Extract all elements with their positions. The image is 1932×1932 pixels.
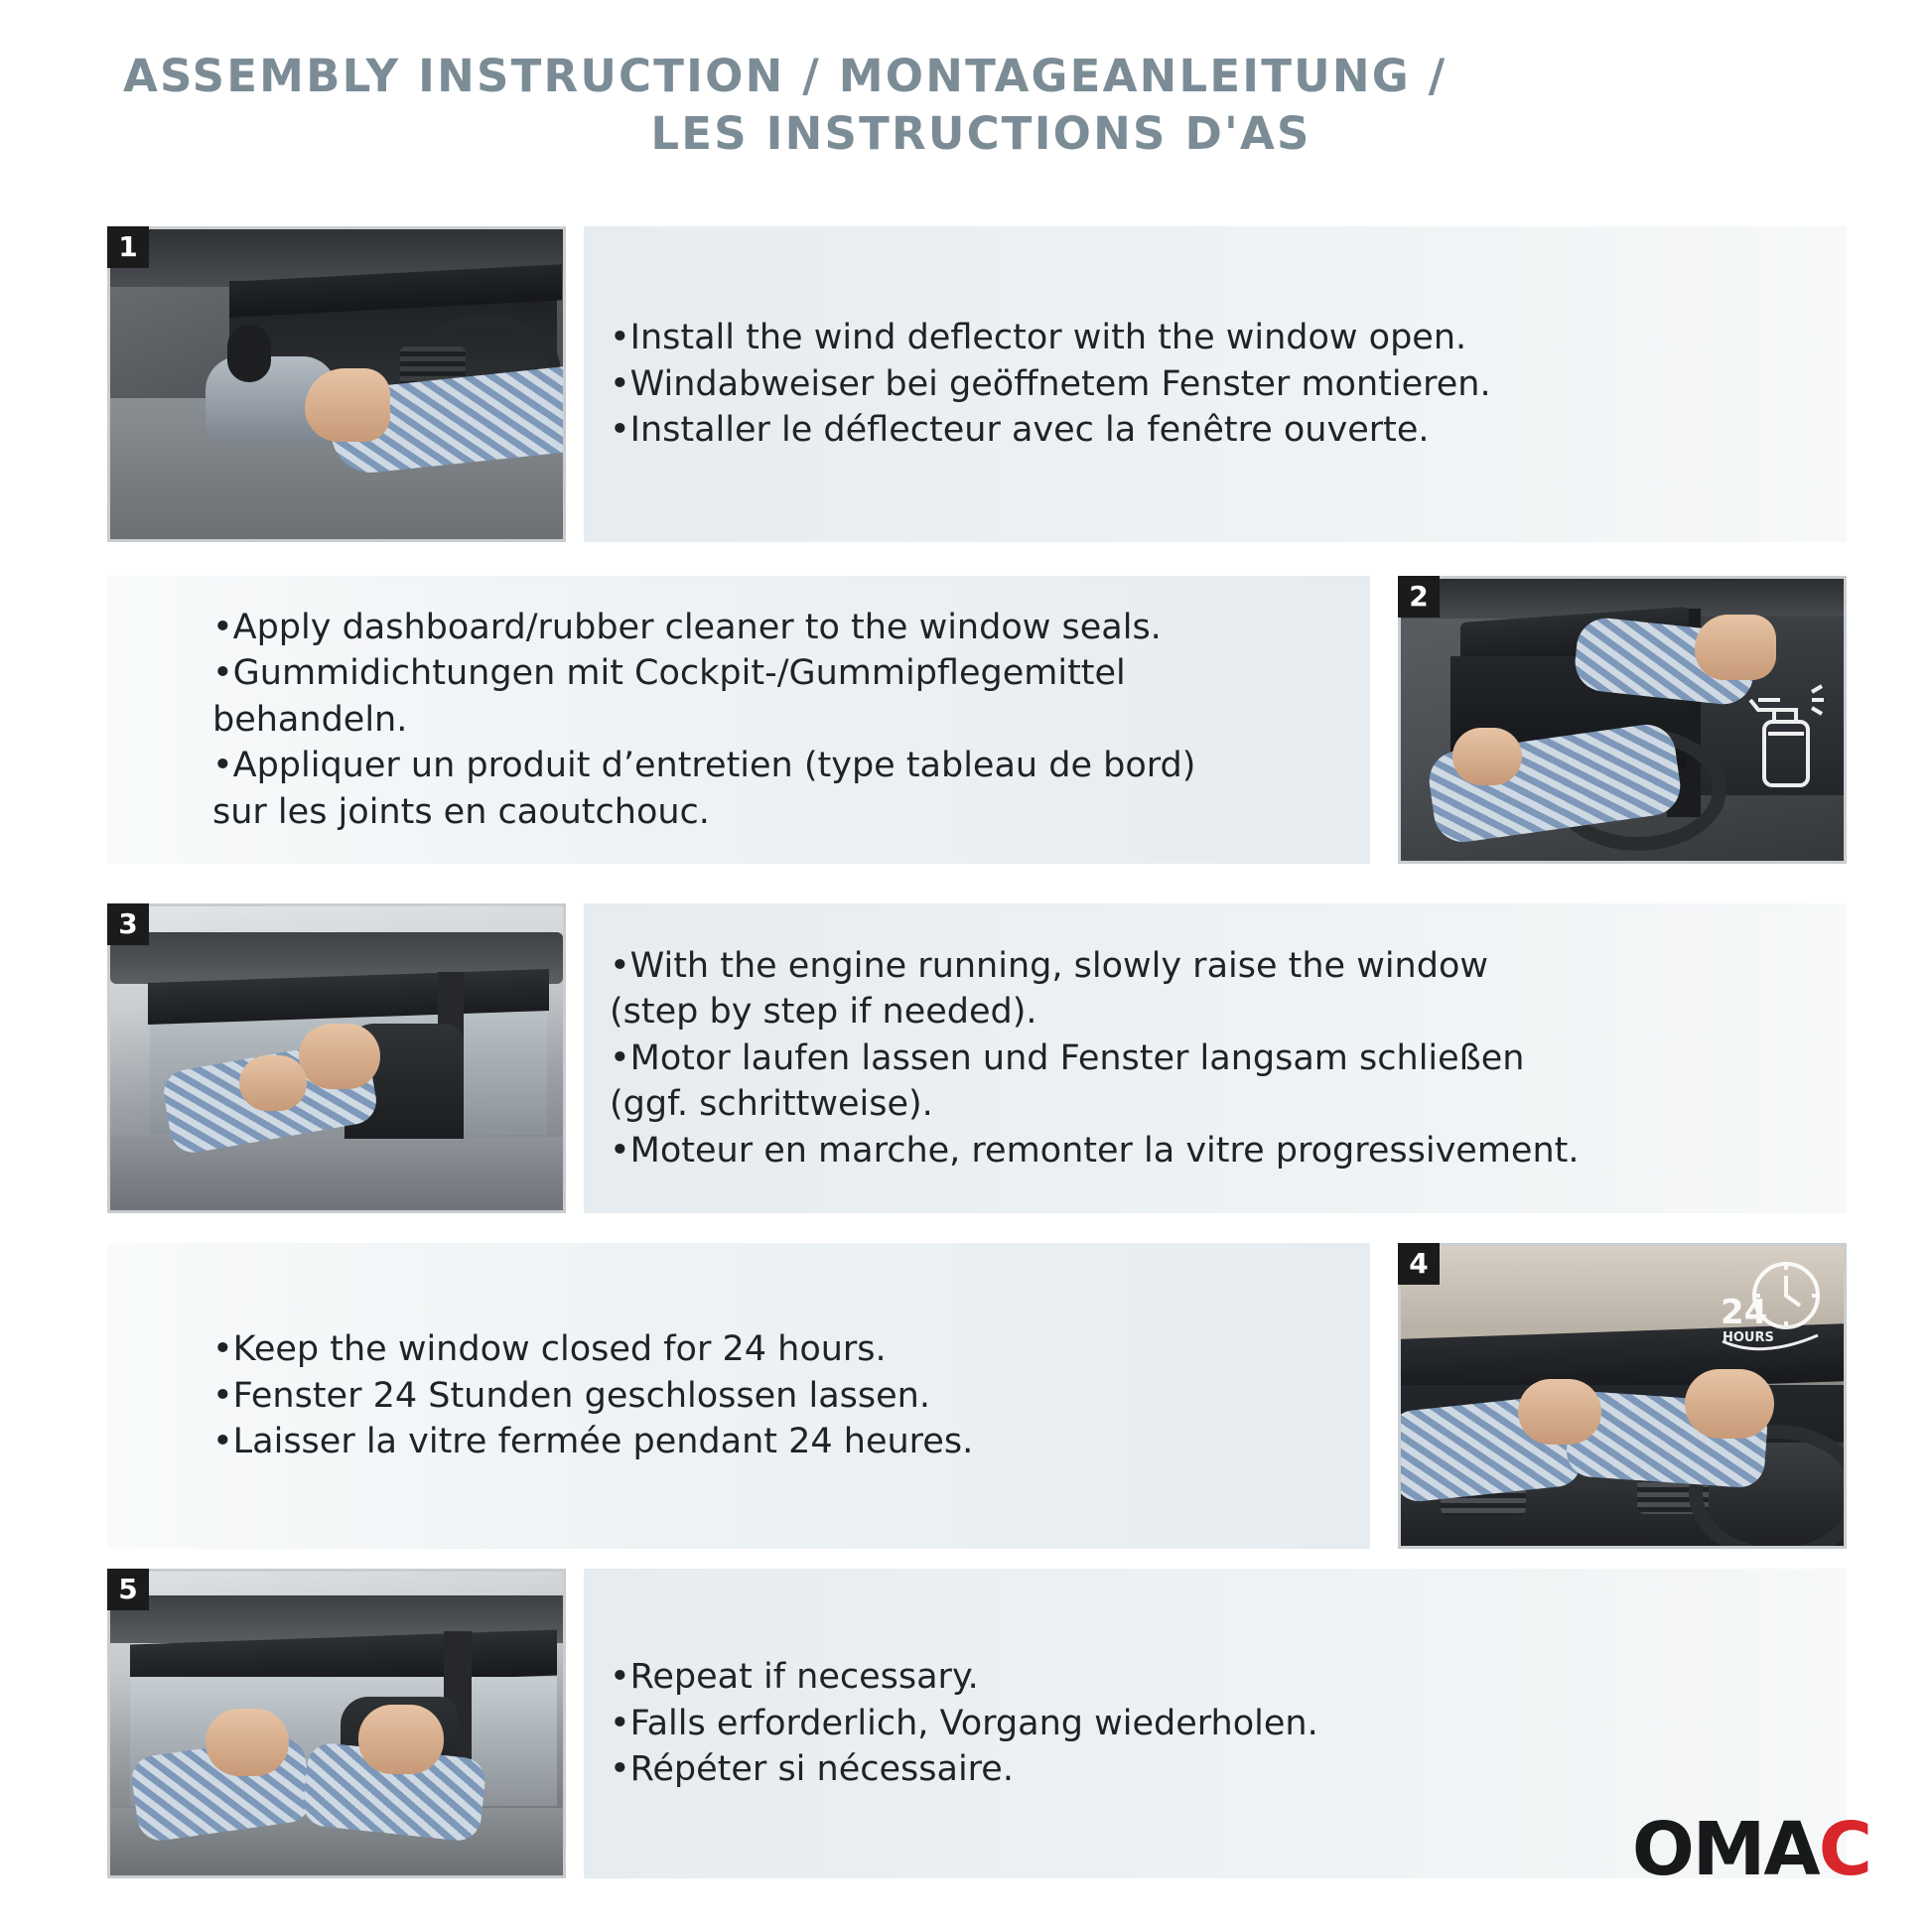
- step-5-line-2: •Falls erforderlich, Vorgang wiederholen.: [610, 1703, 1318, 1743]
- step-2-line-3: behandeln.: [212, 699, 408, 740]
- logo-letter-m: M: [1692, 1807, 1764, 1892]
- step-2-line-4: •Appliquer un produit d’entretien (type tableau de bord): [212, 746, 1196, 786]
- title-line-1: ASSEMBLY INSTRUCTION / MONTAGEANLEITUNG /: [123, 50, 1448, 102]
- step-4-line-3: •Laisser la vitre fermée pendant 24 heures.: [212, 1422, 974, 1462]
- step-2-line-1: •Apply dashboard/rubber cleaner to the window seals.: [212, 607, 1162, 647]
- step-3-line-3: •Motor laufen lassen und Fenster langsam schließen: [610, 1037, 1525, 1078]
- spray-bottle-icon: [1742, 674, 1828, 793]
- title-line-2: LES INSTRUCTIONS D'AS: [650, 106, 1311, 160]
- step-1-line-1: •Install the wind deflector with the window open.: [610, 318, 1467, 358]
- logo-letter-o: O: [1631, 1807, 1693, 1892]
- step-1-line-3: •Installer le déflecteur avec la fenêtre ouverte.: [610, 410, 1430, 451]
- step-4-textbox: [107, 1243, 1370, 1549]
- step-2-line-5: sur les joints en caoutchouc.: [212, 791, 710, 832]
- step-3-line-1: •With the engine running, slowly raise the window: [610, 945, 1488, 986]
- step-3-textbox: [584, 903, 1847, 1213]
- step-3-line-2: (step by step if needed).: [610, 992, 1037, 1033]
- step-5-badge: 5: [107, 1569, 149, 1610]
- logo-letter-c: C: [1818, 1807, 1870, 1892]
- step-3-line-4: (ggf. schrittweise).: [610, 1084, 933, 1125]
- logo-letter-a: A: [1763, 1807, 1819, 1892]
- step-1-line-2: •Windabweiser bei geöffnetem Fenster montieren.: [610, 363, 1491, 404]
- step-3-line-5: •Moteur en marche, remonter la vitre progressivement.: [610, 1130, 1580, 1171]
- svg-text:24: 24: [1721, 1293, 1768, 1332]
- step-3-badge: 3: [107, 903, 149, 945]
- step-4-photo: [1398, 1243, 1847, 1549]
- step-2-photo: [1398, 576, 1847, 864]
- step-2-badge: 2: [1398, 576, 1440, 618]
- step-4-badge: 4: [1398, 1243, 1440, 1285]
- step-2-textbox: [107, 576, 1370, 864]
- svg-text:HOURS: HOURS: [1723, 1330, 1774, 1345]
- step-2-line-2: •Gummidichtungen mit Cockpit-/Gummipflegemittel: [212, 653, 1126, 694]
- step-4-line-1: •Keep the window closed for 24 hours.: [212, 1329, 887, 1370]
- omac-logo: [1631, 1807, 1870, 1892]
- step-5-line-3: •Répéter si nécessaire.: [610, 1749, 1014, 1790]
- step-5-line-1: •Repeat if necessary.: [610, 1657, 979, 1698]
- page-title: [117, 48, 1845, 162]
- 24-hours-clock-icon: [1713, 1256, 1830, 1365]
- step-1-badge: 1: [107, 226, 149, 268]
- step-1-textbox: [584, 226, 1847, 542]
- step-1-photo: [107, 226, 566, 542]
- step-4-line-2: •Fenster 24 Stunden geschlossen lassen.: [212, 1375, 930, 1416]
- step-3-photo: [107, 903, 566, 1213]
- step-5-photo: [107, 1569, 566, 1878]
